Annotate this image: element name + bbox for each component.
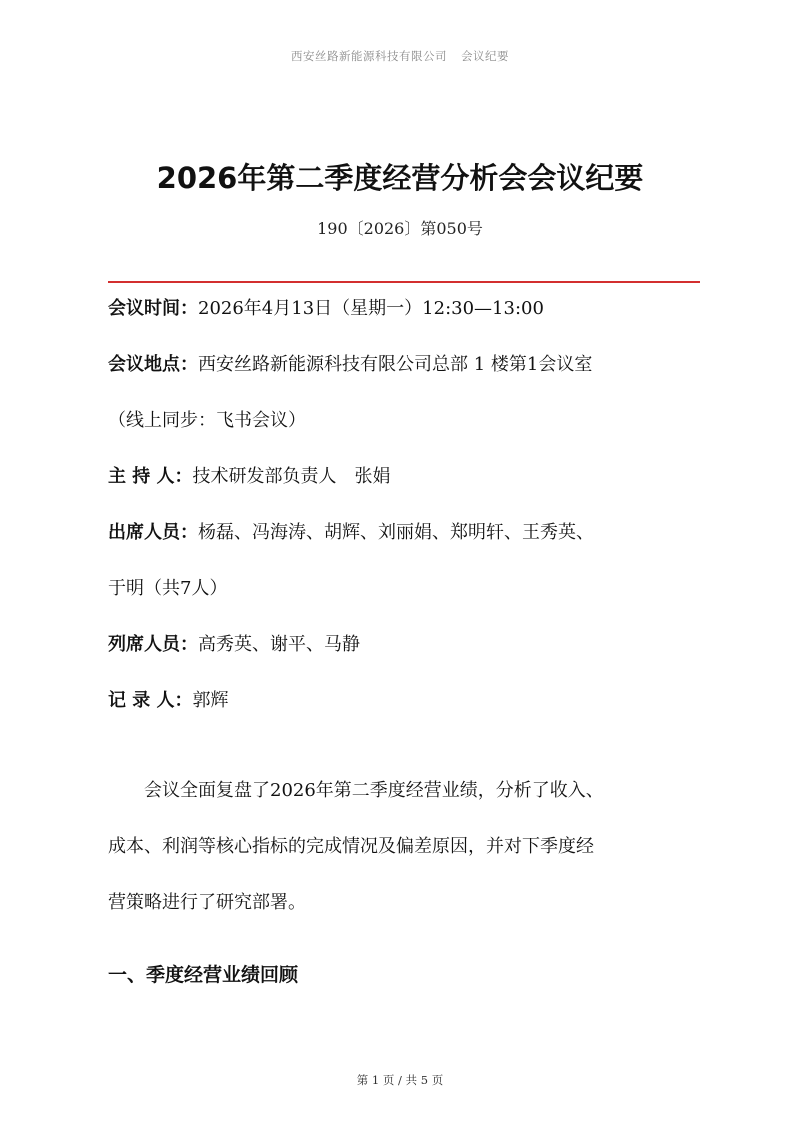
- attendees-row: [108, 521, 708, 545]
- header-doc-type: 会议纪要: [461, 49, 509, 63]
- observers-row: [108, 633, 708, 657]
- page-header: [0, 48, 800, 64]
- page-footer: 第 1 页 / 共 5 页: [356, 1073, 444, 1087]
- recorder-row: [108, 689, 708, 713]
- meeting-time-row: [108, 297, 708, 321]
- recorder-value: 郭辉: [192, 690, 229, 711]
- meeting-location-row: [108, 353, 708, 377]
- meeting-location-value: 西安丝路新能源科技有限公司总部 1 楼第1会议室: [198, 354, 593, 375]
- document-title: 2026年第二季度经营分析会会议纪要: [156, 161, 644, 195]
- meeting-location-cont: （线上同步：飞书会议）: [108, 410, 306, 431]
- section-heading: 一、季度经营业绩回顾: [108, 964, 299, 986]
- summary-line-2: 成本、利润等核心指标的完成情况及偏差原因，并对下季度经: [108, 836, 594, 857]
- observers-value: 高秀英、谢平、马静: [198, 634, 360, 655]
- meeting-time-label: 会议时间：: [108, 298, 198, 319]
- host-label: 主 持 人：: [108, 466, 193, 487]
- document-number: 190〔2026〕第050号: [317, 219, 483, 238]
- host-row: [108, 465, 708, 489]
- meeting-location-label: 会议地点：: [108, 354, 198, 375]
- summary-line-1: 会议全面复盘了2026年第二季度经营业绩，分析了收入、: [108, 780, 604, 801]
- observers-label: 列席人员：: [108, 634, 198, 655]
- meeting-time-value: 2026年4月13日（星期一）12:30—13:00: [198, 298, 544, 319]
- host-value: 技术研发部负责人 张娟: [192, 466, 391, 487]
- recorder-label: 记 录 人：: [108, 690, 193, 711]
- attendees-cont: 于明（共7人）: [108, 578, 228, 599]
- red-divider: [108, 281, 700, 283]
- header-company: 西安丝路新能源科技有限公司: [291, 49, 447, 63]
- summary-line-3: 营策略进行了研究部署。: [108, 892, 306, 913]
- attendees-label: 出席人员：: [108, 522, 198, 543]
- attendees-value: 杨磊、冯海涛、胡辉、刘丽娟、郑明轩、王秀英、: [198, 522, 594, 543]
